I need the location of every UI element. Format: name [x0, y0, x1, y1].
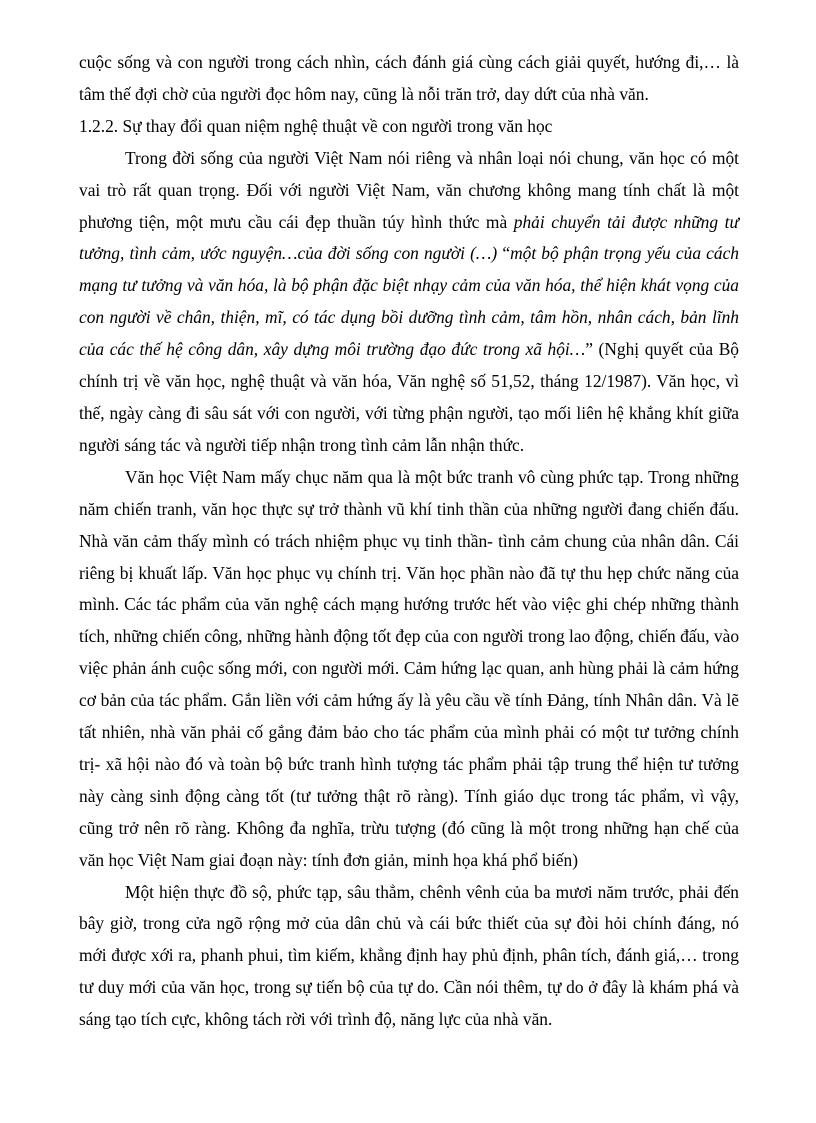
- paragraph-vietnamese-literature: Văn học Việt Nam mấy chục năm qua là một bức tranh vô cùng phức tạp. Trong những năm chiến tranh, văn học thực sự trở thành vũ khí tinh thần của những người đang chiến đấu. Nhà văn cảm thấy mình có trách nhiệm phục vụ tinh thần- tình cảm chung của nhân dân. Cái riêng bị khuất lấp. Văn học phục vụ chính trị. Văn học phần nào đã tự thu hẹp chức năng của mình. Các tác phẩm của văn nghệ cách mạng hướng trước hết vào việc ghi chép những thành tích, những chiến công, những hành động tốt đẹp của con người trong lao động, chiến đấu, vào việc phản ánh cuộc sống mới, con người mới. Cảm hứng lạc quan, anh hùng phải là cảm hứng cơ bản của tác phẩm. Gắn liền với cảm hứng ấy là yêu cầu về tính Đảng, tính Nhân dân. Và lẽ tất nhiên, nhà văn phải cố gắng đảm bảo cho tác phẩm của mình phải có một tư tưởng chính trị- xã hội nào đó và toàn bộ bức tranh hình tượng tác phẩm phải tập trung thể hiện tư tưởng này càng sinh động càng tốt (tư tưởng thật rõ ràng). Tính giáo dục trong tác phẩm, vì vậy, cũng trở nên rõ ràng. Không đa nghĩa, trừu tượng (đó cũng là một trong những hạn chế của văn học Việt Nam giai đoạn này: tính đơn giản, minh họa khá phổ biến): [79, 466, 740, 870]
- paragraph-text: ” (Nghị quyết của Bộ chính trị về văn học, nghệ thuật và văn hóa, Văn nghệ số 51,52, tháng 12/1987). Văn học, vì thế, ngày càng đi sâu sát với con người, với từng phận người, tạo mối liên hệ khắng khít giữa người sáng tác và người tiếp nhận trong tình cảm lẫn nhận thức.: [79, 339, 739, 455]
- paragraph-text: Trong đời sống của người Việt Nam nói riêng và nhân loại nói chung, văn học có một vai trò rất quan trọng. Đối với người Việt Nam, văn chương không mang tính chất là một phương tiện, một mưu cầu cái đẹp thuần túy hình thức mà: [79, 147, 739, 232]
- paragraph-literature-role: [79, 143, 739, 462]
- italic-quote: một bộ phận trọng yếu của cách mạng tư tưởng và văn hóa, là bộ phận đặc biệt nhạy cảm của văn hóa, thể hiện khát vọng của con người về chân, thiện, mĩ, có tác dụng bồi dưỡng tình cảm, tâm hồn, nhân cách, bản lĩnh của các thế hệ công dân, xây dựng môi trường đạo đức trong xã hội…: [79, 243, 739, 360]
- section-heading: 1.2.2. Sự thay đổi quan niệm nghệ thuật về con người trong văn học: [79, 115, 553, 136]
- paragraph-text: “: [497, 243, 511, 264]
- italic-quote: phải chuyển tải được những tư tưởng, tình cảm, ước nguyện…của đời sống con người (…): [79, 211, 739, 264]
- paragraph-continuation: cuộc sống và con người trong cách nhìn, cách đánh giá cùng cách giải quyết, hướng đi,… là tâm thế đợi chờ của người đọc hôm nay, cũng là nỗi trăn trở, day dứt của nhà văn.: [79, 52, 739, 104]
- document-page: [79, 47, 739, 1036]
- paragraph-reality: Một hiện thực đồ sộ, phức tạp, sâu thẳm, chênh vênh của ba mươi năm trước, phải đến bây giờ, trong cửa ngõ rộng mở của dân chủ và cái bức thiết của sự đòi hỏi chính đáng, nó mới được xới ra, phanh phui, tìm kiếm, khẳng định hay phủ định, phân tích, đánh giá,… trong tư duy mới của văn học, trong sự tiến bộ của tự do. Cần nói thêm, tự do ở đây là khám phá và sáng tạo tích cực, không tách rời với trình độ, năng lực của nhà văn.: [79, 881, 739, 1030]
